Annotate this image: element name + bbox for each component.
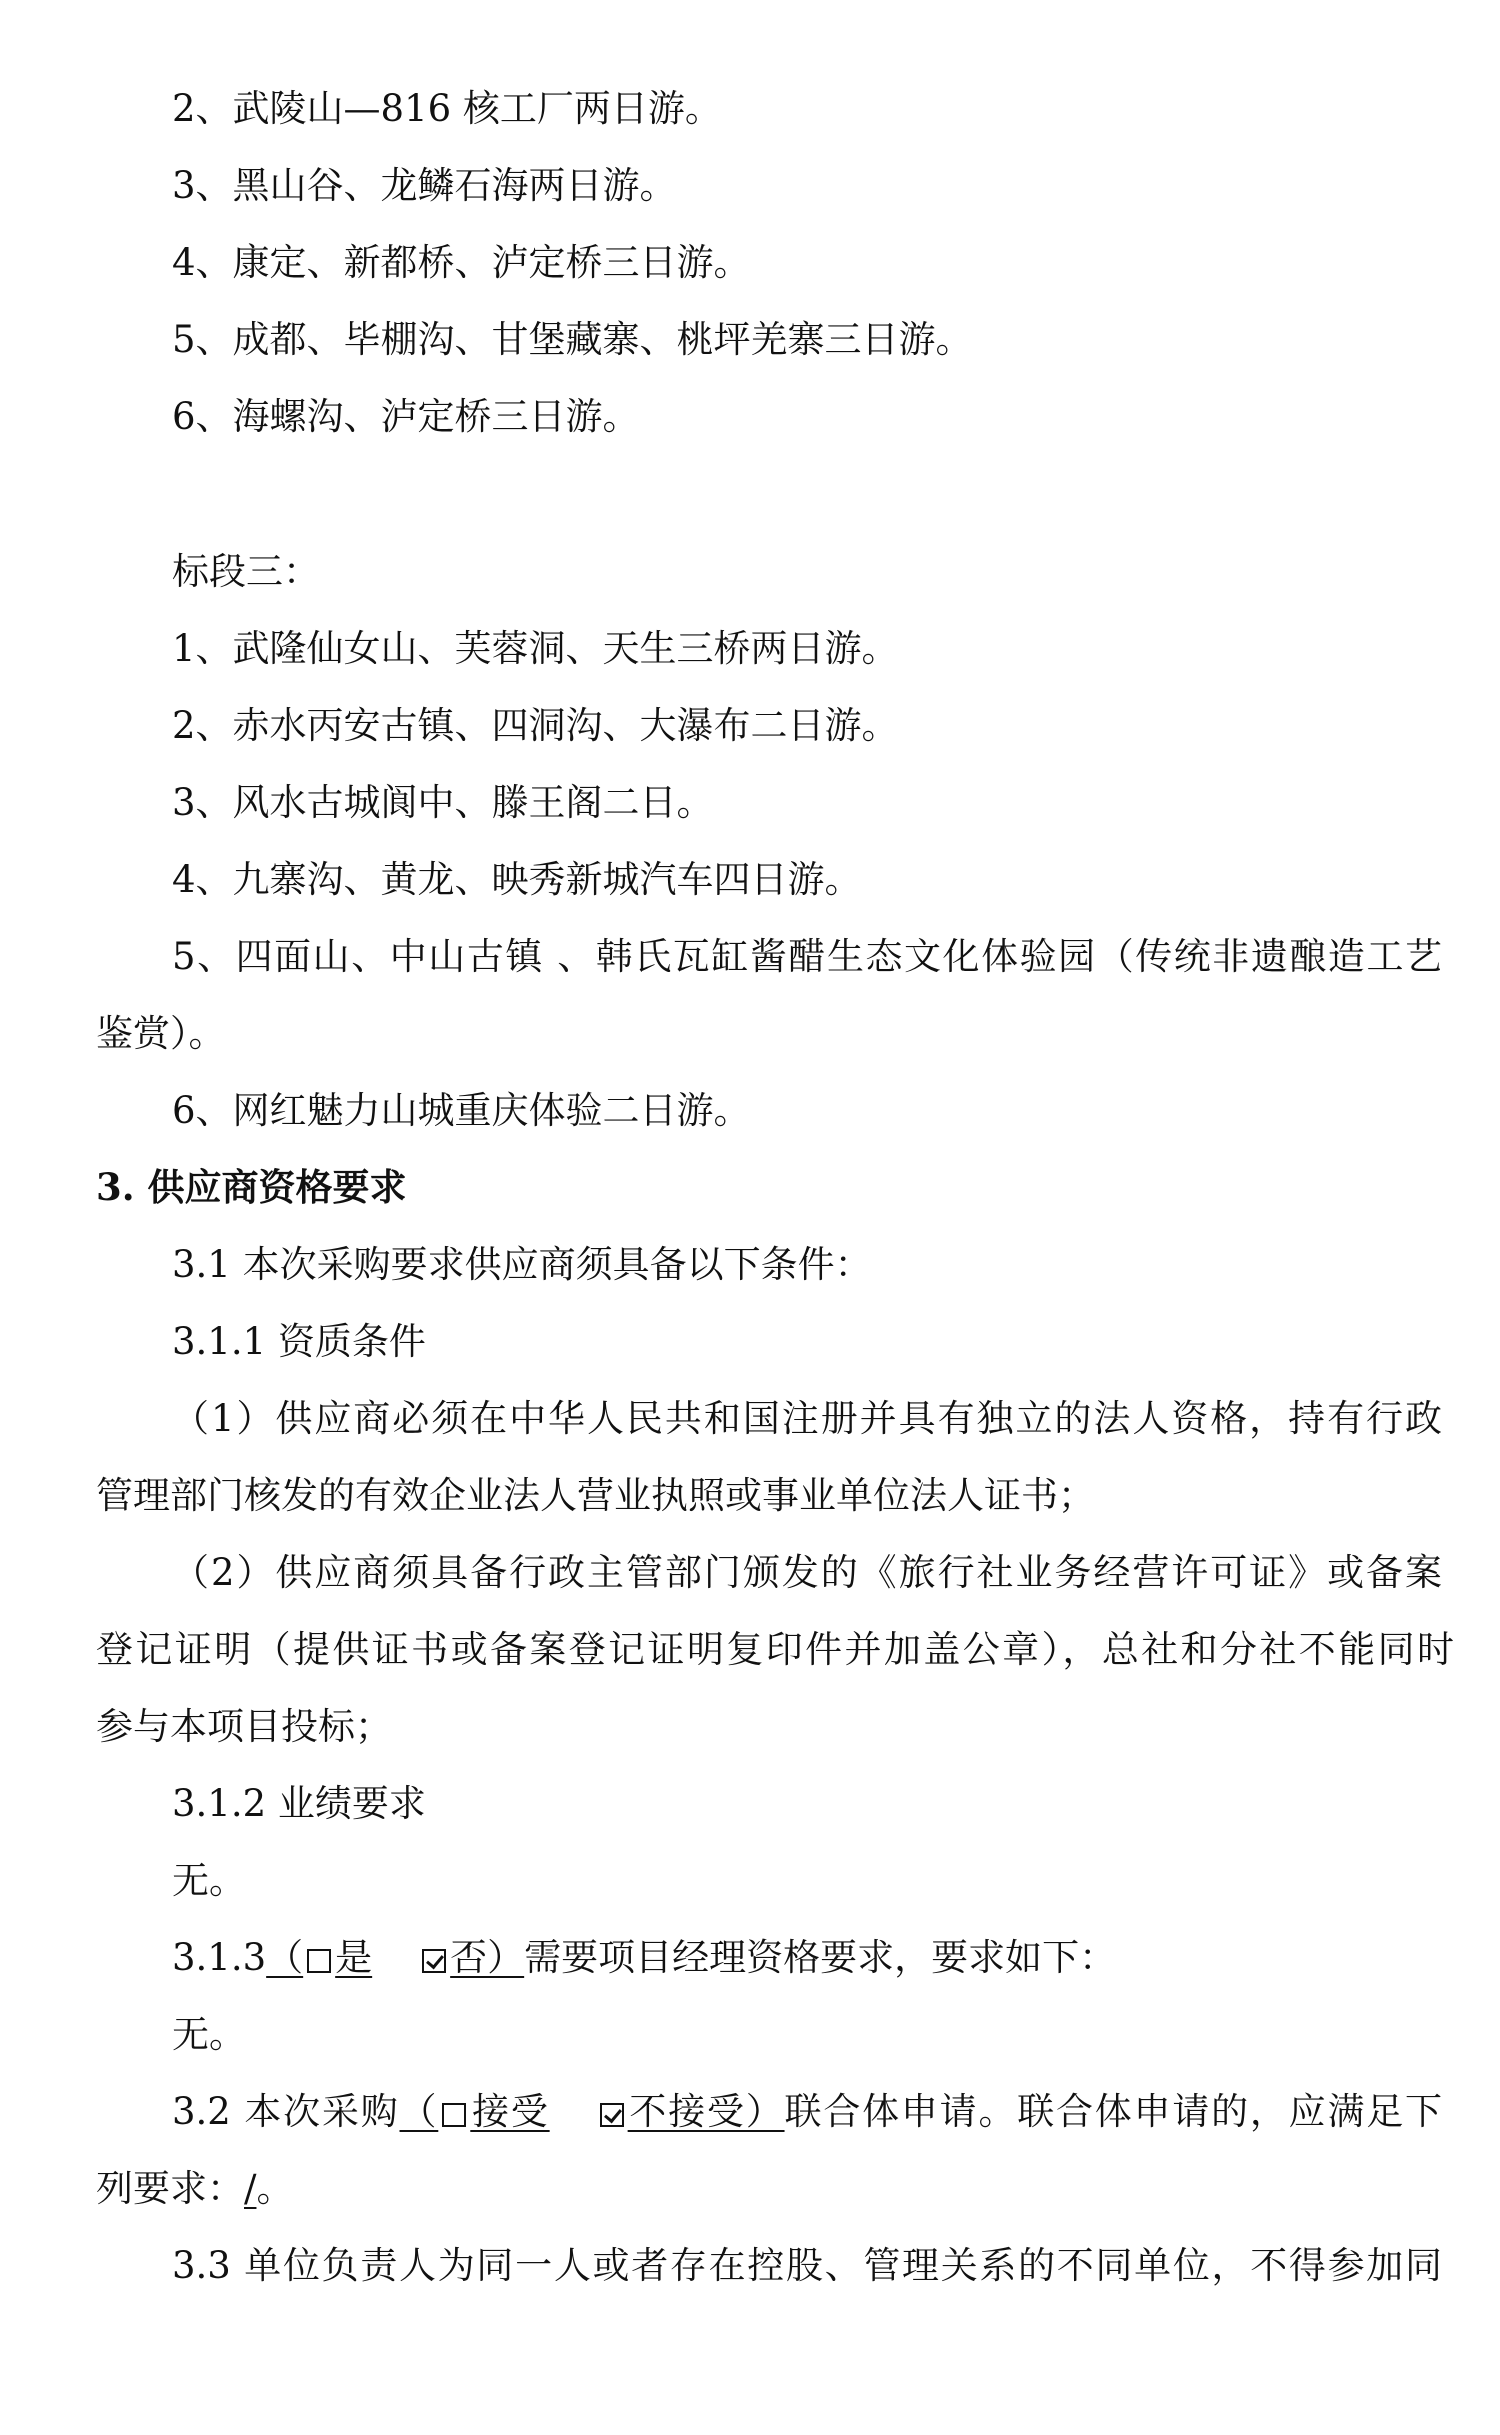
paragraph-3-3: 3.3 单位负责人为同一人或者存在控股、管理关系的不同单位，不得参加同 — [172, 2244, 1442, 2287]
option-no-label: 否） — [450, 1936, 525, 1979]
paragraph-3-1-3 — [172, 1936, 1117, 1979]
paragraph-3-1: 3.1 本次采购要求供应商须具备以下条件： — [172, 1243, 872, 1286]
union-requirement-value: / — [244, 2167, 257, 2210]
paragraph-3-2 — [172, 2090, 1443, 2133]
requirement-2-line2: 登记证明（提供证书或备案登记证明复印件并加盖公章），总社和分社不能同时 — [96, 1628, 1454, 1671]
list-item: 3、黑山谷、龙鳞石海两日游。 — [172, 164, 677, 207]
clause-text: 需要项目经理资格要求，要求如下： — [524, 1936, 1117, 1979]
section-heading: 3. 供应商资格要求 — [96, 1165, 407, 1209]
option-reject-label: 不接受） — [627, 2090, 785, 2133]
list-item: 2、赤水丙安古镇、四洞沟、大瀑布二日游。 — [172, 704, 899, 747]
clause-number: 3.1.3 — [172, 1936, 267, 1979]
lot3-heading: 标段三： — [172, 550, 320, 593]
checkbox-unchecked-icon — [442, 2103, 466, 2127]
paragraph-3-1-2: 3.1.2 业绩要求 — [172, 1782, 426, 1825]
paragraph-3-1-1: 3.1.1 资质条件 — [172, 1320, 426, 1363]
option-group: （ 接受 不接受） — [399, 2090, 785, 2133]
requirement-1-line2: 管理部门核发的有效企业法人营业执照或事业单位法人证书； — [96, 1474, 1095, 1517]
requirement-2-line3: 参与本项目投标； — [96, 1705, 392, 1748]
list-item: 5、成都、毕棚沟、甘堡藏寨、桃坪羌寨三日游。 — [172, 318, 973, 361]
requirement-1-line1: （1）供应商必须在中华人民共和国注册并具有独立的法人资格，持有行政 — [172, 1397, 1442, 1440]
paragraph-3-2-line2: 列要求：/。 — [96, 2167, 294, 2210]
value-none: 无。 — [172, 1859, 246, 1902]
list-item: 5、四面山、中山古镇 、韩氏瓦缸酱醋生态文化体验园（传统非遗酿造工艺 — [172, 935, 1442, 978]
list-item-continuation: 鉴赏）。 — [96, 1012, 226, 1055]
list-item: 2、武陵山—816 核工厂两日游。 — [172, 87, 722, 130]
list-item: 4、康定、新都桥、泸定桥三日游。 — [172, 241, 751, 284]
list-item: 4、九寨沟、黄龙、映秀新城汽车四日游。 — [172, 858, 862, 901]
list-item: 1、武隆仙女山、芙蓉洞、天生三桥两日游。 — [172, 627, 899, 670]
option-yes-label: 是 — [335, 1936, 373, 1979]
checkbox-checked-icon — [600, 2103, 624, 2127]
clause-number: 3.2 本次采购 — [172, 2090, 400, 2133]
checkbox-checked-icon — [422, 1949, 446, 1973]
value-none: 无。 — [172, 2013, 246, 2056]
list-item: 3、风水古城阆中、滕王阁二日。 — [172, 781, 714, 824]
option-group: （ 是 否） — [266, 1936, 525, 1979]
list-item: 6、海螺沟、泸定桥三日游。 — [172, 395, 640, 438]
list-item: 6、网红魅力山城重庆体验二日游。 — [172, 1089, 751, 1132]
requirement-2-line1: （2）供应商须具备行政主管部门颁发的《旅行社业务经营许可证》或备案 — [172, 1551, 1442, 1594]
checkbox-unchecked-icon — [307, 1949, 331, 1973]
clause-text: 联合体申请。联合体申请的，应满足下 — [784, 2090, 1443, 2133]
option-accept-label: 接受 — [470, 2090, 550, 2133]
